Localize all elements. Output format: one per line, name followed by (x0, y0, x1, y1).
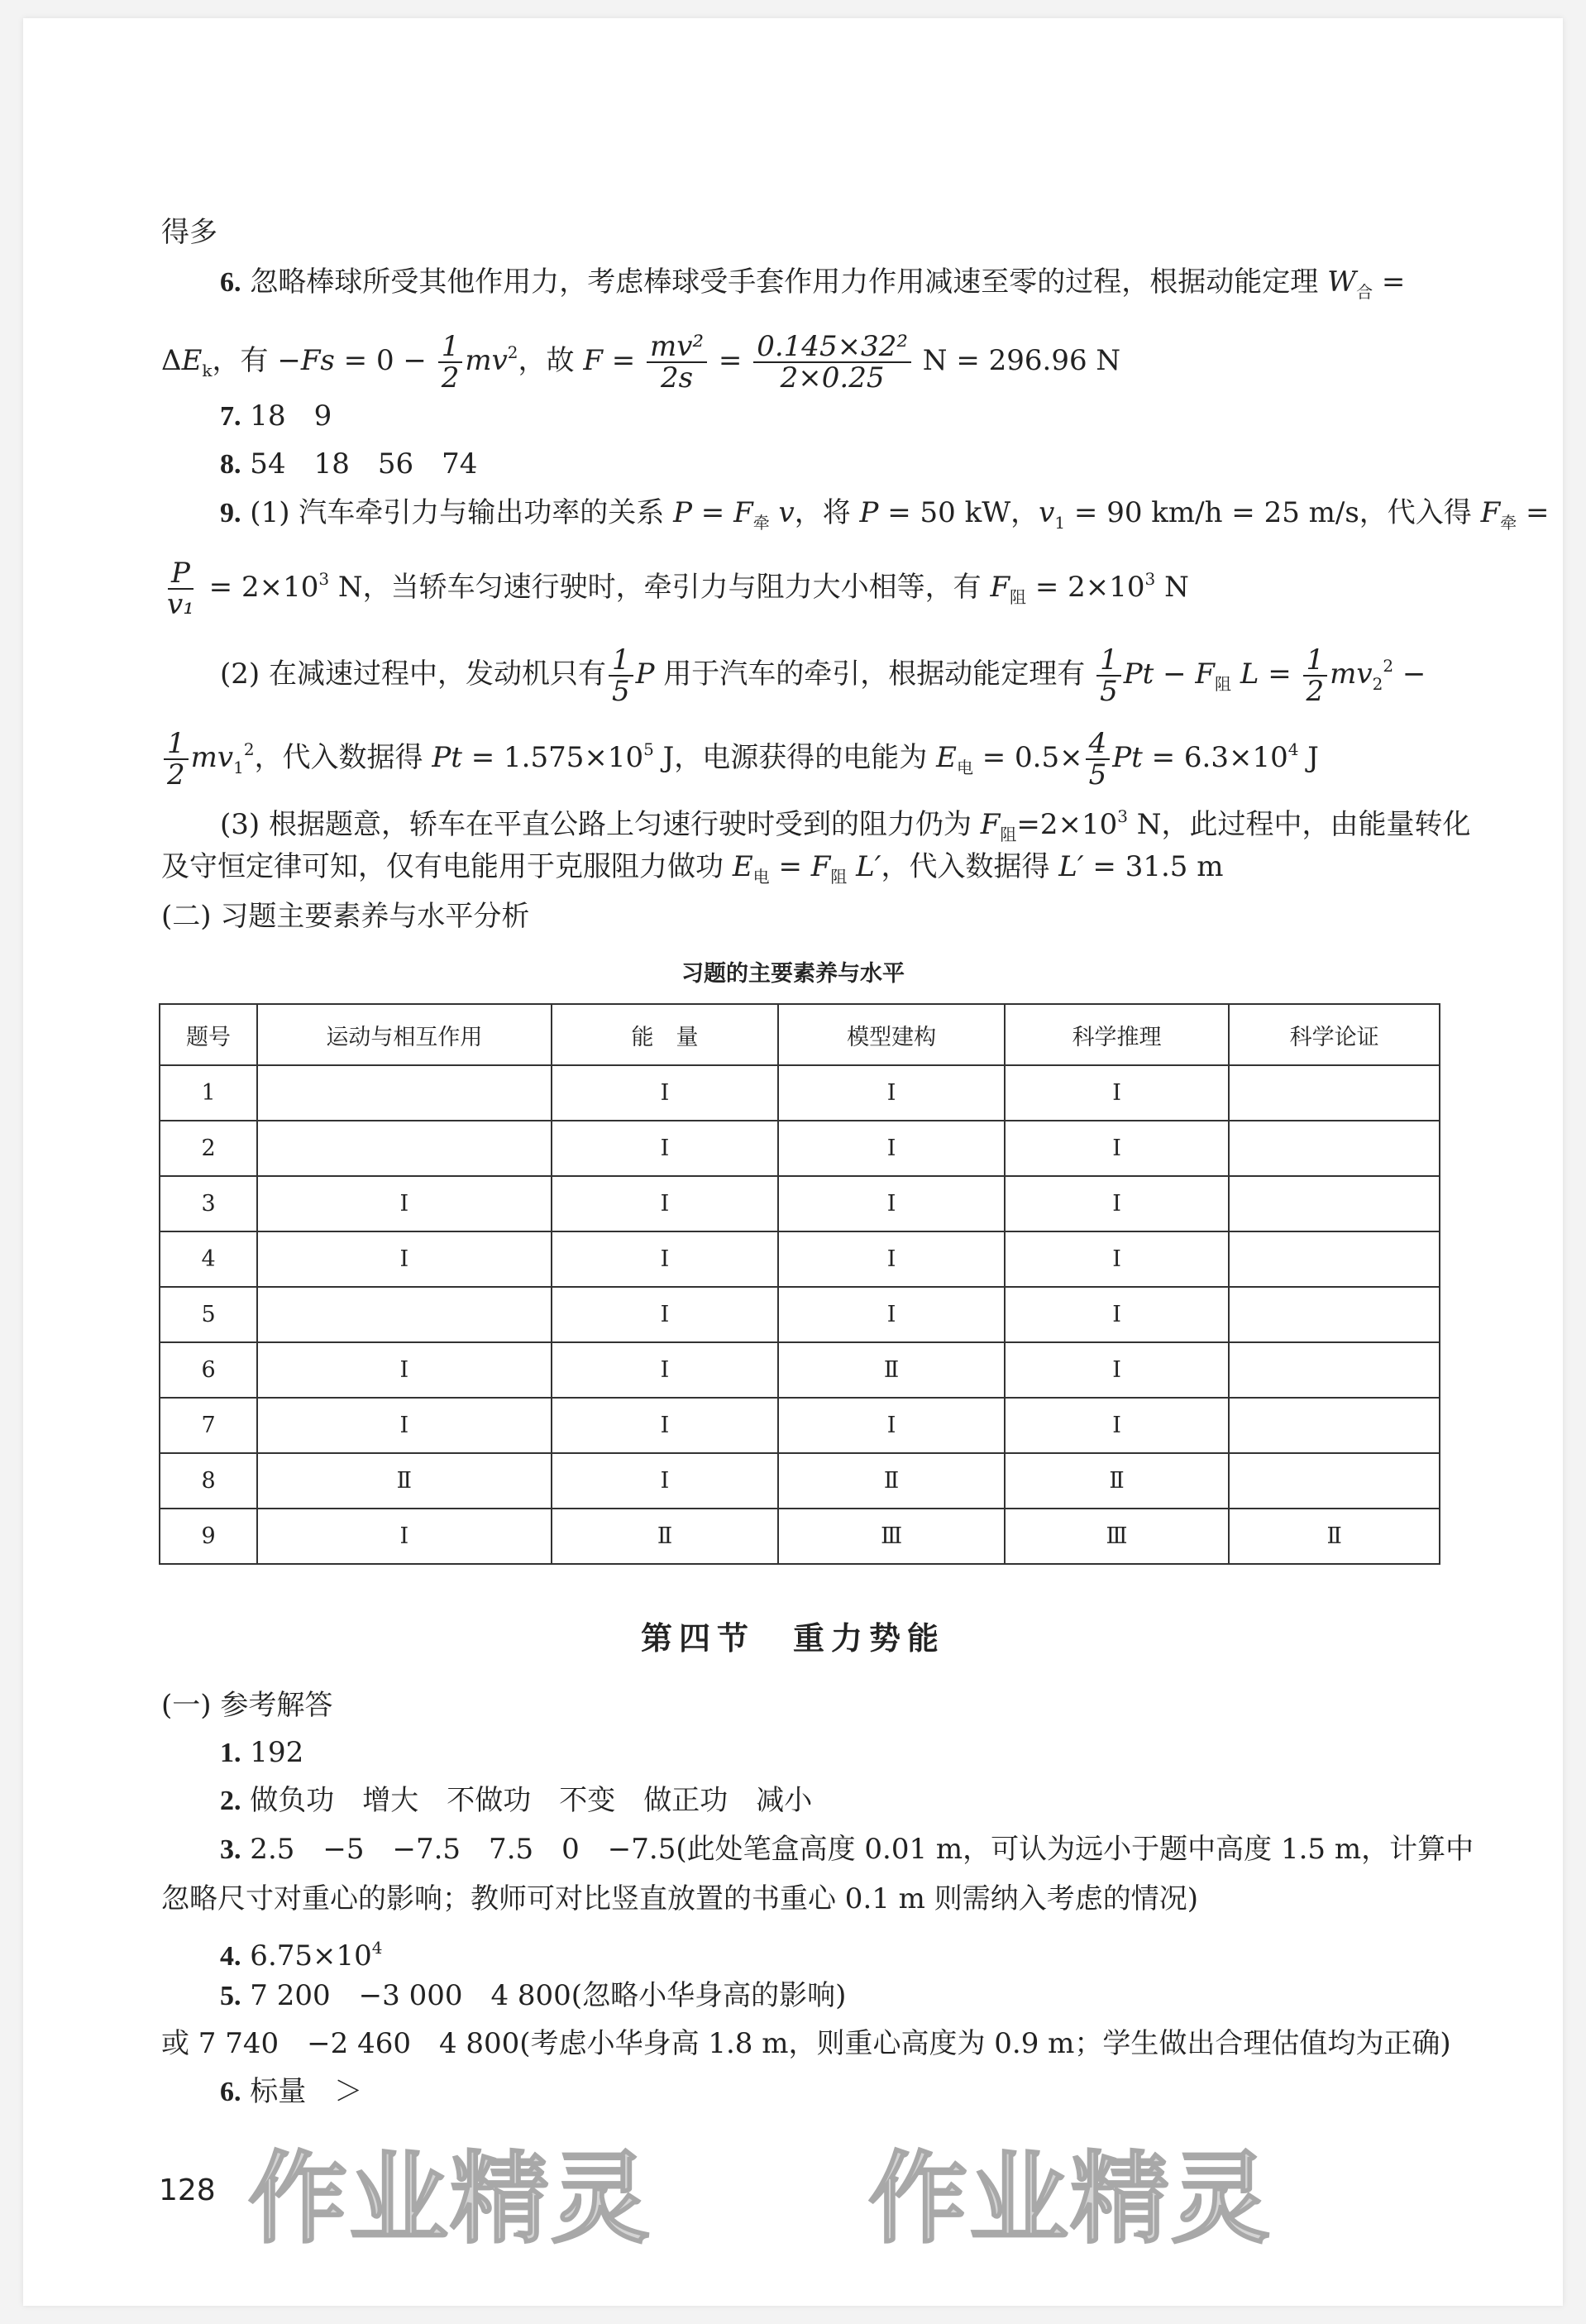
math-symbol: E (732, 850, 753, 883)
subscript: 阻 (830, 867, 848, 887)
text-run: = 50 kW， (878, 496, 1039, 529)
table-cell: Ⅰ (552, 1453, 779, 1509)
table-cell: Ⅰ (257, 1509, 552, 1564)
text-line (161, 896, 529, 937)
text-run: Δ (161, 344, 182, 377)
text-line (220, 1780, 812, 1822)
math-symbol: L (1240, 658, 1259, 691)
table-row (160, 1509, 1440, 1564)
column-header: 运动与相互作用 (257, 1004, 552, 1065)
text-run: ，故 (518, 344, 584, 377)
math-symbol: P (673, 496, 692, 529)
item-number: 8. (220, 449, 241, 480)
text-run: 做负功 增大 不做功 不变 做正功 减小 (241, 1784, 813, 1817)
denominator: 2×0.25 (780, 361, 885, 395)
text-line (161, 729, 1319, 790)
text-run: = (602, 344, 645, 377)
text-run: = 0.5× (972, 741, 1083, 774)
text-run: 得多 (161, 216, 217, 249)
math-symbol: F (583, 344, 603, 377)
text-run: = 0 − (334, 344, 436, 377)
math-symbol: mv (1330, 658, 1373, 691)
table-cell: Ⅰ (552, 1121, 779, 1176)
table-row (160, 1065, 1440, 1121)
table-row (160, 1453, 1440, 1509)
text-run: 18 9 (241, 399, 332, 433)
table-cell: Ⅰ (1005, 1121, 1229, 1176)
table-cell: Ⅰ (1005, 1342, 1229, 1398)
text-run: = 31.5 m (1083, 850, 1224, 883)
table-cell: 6 (160, 1342, 257, 1398)
text-line (161, 1878, 1198, 1920)
item-number: 1. (220, 1738, 241, 1768)
superscript: 2 (1383, 656, 1394, 676)
superscript: 5 (643, 739, 654, 759)
text-line (161, 558, 1189, 619)
text-run: N (1155, 571, 1189, 604)
math-symbol: F (980, 808, 1001, 841)
text-run: N，此过程中，由能量转化 (1127, 808, 1471, 841)
math-symbol: F (1480, 496, 1501, 529)
table-cell: Ⅱ (778, 1453, 1004, 1509)
column-header: 题号 (160, 1004, 257, 1065)
table-cell: Ⅰ (257, 1176, 552, 1231)
table-caption: 习题的主要素养与水平 (681, 961, 905, 987)
denominator: 2s (661, 361, 694, 395)
watermark-logo: 作业精灵 (868, 2142, 1272, 2257)
math-symbol: v (1039, 496, 1055, 529)
table-cell: Ⅰ (1005, 1065, 1229, 1121)
table-cell: Ⅰ (257, 1342, 552, 1398)
math-symbol: E (936, 741, 957, 774)
numerator: 1 (609, 645, 633, 677)
item-number: 7. (220, 401, 241, 432)
numerator: 0.145×32² (753, 332, 911, 363)
subscript: 1 (233, 758, 244, 777)
superscript: 2 (507, 342, 518, 362)
item-number: 3. (220, 1834, 241, 1865)
table-cell: 1 (160, 1065, 257, 1121)
superscript: 3 (318, 569, 330, 589)
table-cell (257, 1287, 552, 1342)
text-run: (一) 参考解答 (161, 1689, 333, 1722)
text-line (220, 395, 332, 438)
text-line (161, 2023, 1451, 2064)
table-row (160, 1342, 1440, 1398)
math-symbol: F (1195, 658, 1216, 691)
math-symbol: Pt (432, 741, 462, 774)
fraction (164, 558, 198, 619)
table-cell: 7 (160, 1398, 257, 1453)
table-row (160, 1176, 1440, 1231)
superscript: 3 (1144, 569, 1156, 589)
table-cell: Ⅱ (552, 1509, 779, 1564)
denominator: 2 (1306, 675, 1325, 708)
table-cell: Ⅰ (778, 1287, 1004, 1342)
table-cell: Ⅰ (1005, 1398, 1229, 1453)
text-line (161, 846, 1223, 897)
text-run: = (691, 496, 734, 529)
text-run: − (1393, 658, 1426, 691)
text-run: ，代入数据得 (254, 741, 432, 774)
text-line (220, 492, 1550, 543)
column-header: 能 量 (552, 1004, 779, 1065)
text-run: 或 7 740 −2 460 4 800(考虑小华身高 1.8 m，则重心高度为 0.9 m；学生做出合理估值均为正确) (161, 2027, 1451, 2060)
table-cell (1229, 1398, 1440, 1453)
text-line (220, 2071, 362, 2113)
fraction (438, 332, 463, 393)
table-cell: Ⅲ (1005, 1509, 1229, 1564)
fraction (609, 645, 633, 706)
math-symbol: v (778, 496, 795, 529)
math-symbol: L′ (1058, 850, 1084, 883)
table-row (160, 1287, 1440, 1342)
subscript: 1 (1054, 513, 1066, 533)
column-header: 模型建构 (778, 1004, 1004, 1065)
table-cell: 8 (160, 1453, 257, 1509)
superscript: 3 (1117, 806, 1128, 826)
table-cell: 9 (160, 1509, 257, 1564)
table-cell: Ⅰ (257, 1231, 552, 1287)
item-number: 6. (220, 267, 241, 298)
math-symbol: F (990, 571, 1010, 604)
denominator: 5 (1088, 758, 1107, 791)
table-cell (1229, 1065, 1440, 1121)
column-header: 科学论证 (1229, 1004, 1440, 1065)
table-cell: Ⅰ (552, 1176, 779, 1231)
text-run (770, 496, 779, 529)
text-line (220, 1927, 383, 1977)
text-run: ，将 (794, 496, 860, 529)
table-cell: Ⅱ (1229, 1509, 1440, 1564)
fraction (753, 332, 911, 393)
table-cell: Ⅰ (552, 1398, 779, 1453)
text-run: N，当轿车匀速行驶时，牵引力与阻力大小相等，有 (329, 571, 991, 604)
table-cell (1229, 1342, 1440, 1398)
table-cell: Ⅰ (552, 1287, 779, 1342)
text-run: 用于汽车的牵引，根据动能定理有 (654, 658, 1095, 691)
numerator: 1 (438, 332, 463, 363)
table-cell: Ⅰ (1005, 1231, 1229, 1287)
text-run: ，代入数据得 (881, 850, 1059, 883)
table-row (160, 1231, 1440, 1287)
math-symbol: P (859, 496, 879, 529)
table-cell: Ⅰ (778, 1398, 1004, 1453)
denominator: 5 (1100, 675, 1118, 708)
text-run: 忽略尺寸对重心的影响；教师可对比竖直放置的书重心 0.1 m 则需纳入考虑的情况) (161, 1882, 1198, 1915)
text-run: = (709, 344, 752, 377)
superscript: 4 (371, 1938, 383, 1958)
text-run: (3) 根据题意，轿车在平直公路上匀速行驶时受到的阻力仍为 (220, 808, 981, 841)
text-run: = 2×10 (199, 571, 319, 604)
math-symbol: mv (465, 344, 508, 377)
text-line (220, 261, 1405, 313)
subscript: 2 (1372, 674, 1383, 694)
table-cell: Ⅰ (552, 1342, 779, 1398)
text-run: = 90 km/h = 25 m/s，代入得 (1065, 496, 1481, 529)
table-cell (1229, 1176, 1440, 1231)
item-number: 4. (220, 1941, 241, 1972)
table-cell: Ⅰ (778, 1231, 1004, 1287)
text-run: − (1154, 658, 1196, 691)
math-symbol: P (635, 658, 655, 691)
table-cell (1229, 1287, 1440, 1342)
text-run (1231, 658, 1240, 691)
text-line (220, 1829, 1474, 1871)
fraction (1096, 645, 1121, 706)
text-run: (二) 习题主要素养与水平分析 (161, 900, 530, 933)
text-line (220, 443, 477, 485)
item-number: 5. (220, 1981, 241, 2011)
table-cell: Ⅰ (778, 1065, 1004, 1121)
numerator: 1 (1096, 645, 1121, 677)
numerator: 4 (1086, 729, 1111, 760)
section-title: 第四节 重力势能 (640, 1620, 945, 1657)
item-number: 9. (220, 498, 241, 528)
page-number: 128 (159, 2173, 216, 2207)
table-cell: Ⅱ (257, 1453, 552, 1509)
math-symbol: mv (190, 741, 234, 774)
text-run (847, 850, 856, 883)
text-run: J (1298, 741, 1319, 774)
text-run: =2×10 (1016, 808, 1118, 841)
fraction (1086, 729, 1111, 790)
text-run: 7 200 −3 000 4 800(忽略小华身高的影响) (241, 1979, 847, 2012)
table-cell (1229, 1121, 1440, 1176)
text-run: 及守恒定律可知，仅有电能用于克服阻力做功 (161, 850, 733, 883)
text-run: = (1517, 496, 1550, 529)
table-cell: 3 (160, 1176, 257, 1231)
subscript: 阻 (1000, 825, 1017, 844)
denominator: 2 (167, 758, 185, 791)
table-cell: Ⅰ (778, 1121, 1004, 1176)
table-cell: Ⅰ (778, 1176, 1004, 1231)
superscript: 4 (1287, 739, 1299, 759)
watermark-logo: 作业精灵 (248, 2142, 652, 2257)
text-run: ，有 − (212, 344, 301, 377)
subscript: 合 (1356, 282, 1373, 302)
text-run: N = 296.96 N (913, 344, 1121, 377)
table-row (160, 1398, 1440, 1453)
text-run: (1) 汽车牵引力与输出功率的关系 (241, 496, 674, 529)
text-run: 54 18 56 74 (241, 447, 478, 481)
subscript: 阻 (1215, 674, 1232, 694)
fraction (647, 332, 707, 393)
fraction (164, 729, 189, 790)
table-cell: Ⅰ (1005, 1176, 1229, 1231)
table-cell (1229, 1453, 1440, 1509)
text-run: J，电源获得的电能为 (653, 741, 937, 774)
numerator: 1 (1303, 645, 1328, 677)
text-run: 忽略棒球所受其他作用力，考虑棒球受手套作用力作用减速至零的过程，根据动能定理 (241, 265, 1328, 299)
superscript: 2 (243, 739, 255, 759)
math-symbol: W (1327, 265, 1357, 299)
subscript: 牵 (1500, 513, 1517, 533)
text-line (220, 1975, 846, 2017)
table-row (160, 1121, 1440, 1176)
table-cell: Ⅰ (552, 1231, 779, 1287)
text-run: 6.75×10 (241, 1939, 372, 1973)
numerator: P (168, 558, 193, 590)
table-cell: 4 (160, 1231, 257, 1287)
denominator: v₁ (167, 588, 194, 621)
text-run: = (1373, 265, 1406, 299)
text-run: = (1259, 658, 1301, 691)
text-run: (2) 在减速过程中，发动机只有 (220, 658, 606, 691)
table-cell: Ⅰ (257, 1398, 552, 1453)
math-symbol: F (810, 850, 831, 883)
text-run: = 2×10 (1026, 571, 1145, 604)
item-number: 2. (220, 1786, 241, 1816)
table-cell: 5 (160, 1287, 257, 1342)
text-line (220, 1732, 303, 1774)
table-cell: Ⅰ (552, 1065, 779, 1121)
denominator: 5 (611, 675, 630, 708)
subscript: k (202, 361, 213, 380)
table-cell: Ⅲ (778, 1509, 1004, 1564)
text-run: = 1.575×10 (461, 741, 644, 774)
math-symbol: Pt (1112, 741, 1143, 774)
table-cell: Ⅰ (1005, 1287, 1229, 1342)
text-line (161, 1685, 332, 1726)
text-run: = 6.3×10 (1142, 741, 1288, 774)
text-run: 192 (241, 1736, 304, 1769)
subscript: 电 (956, 758, 973, 777)
subscript: 阻 (1010, 587, 1027, 607)
text-run: 标量 ＞ (241, 2075, 363, 2108)
text-line (161, 332, 1120, 393)
denominator: 2 (441, 361, 460, 395)
math-symbol: L′ (856, 850, 881, 883)
subscript: 牵 (752, 513, 770, 533)
text-run: 2.5 −5 −7.5 7.5 0 −7.5(此处笔盒高度 0.01 m，可认为远小于题中高度 1.5 m，计算中 (241, 1833, 1474, 1866)
literacy-level-table (159, 1003, 1440, 1565)
math-symbol: Pt (1123, 658, 1154, 691)
table-cell (257, 1121, 552, 1176)
table-cell (257, 1065, 552, 1121)
table-cell: Ⅱ (778, 1342, 1004, 1398)
fraction (1303, 645, 1328, 706)
math-symbol: E (181, 344, 203, 377)
table-cell: 2 (160, 1121, 257, 1176)
table-header-row (160, 1004, 1440, 1065)
numerator: 1 (164, 729, 189, 760)
item-number: 6. (220, 2077, 241, 2107)
math-symbol: Fs (300, 344, 335, 377)
subscript: 电 (752, 867, 770, 887)
text-line (220, 645, 1426, 706)
column-header: 科学推理 (1005, 1004, 1229, 1065)
table-cell (1229, 1231, 1440, 1287)
text-line (161, 212, 217, 253)
text-run: = (769, 850, 811, 883)
numerator: mv² (647, 332, 707, 363)
table-cell: Ⅱ (1005, 1453, 1229, 1509)
math-symbol: F (733, 496, 753, 529)
